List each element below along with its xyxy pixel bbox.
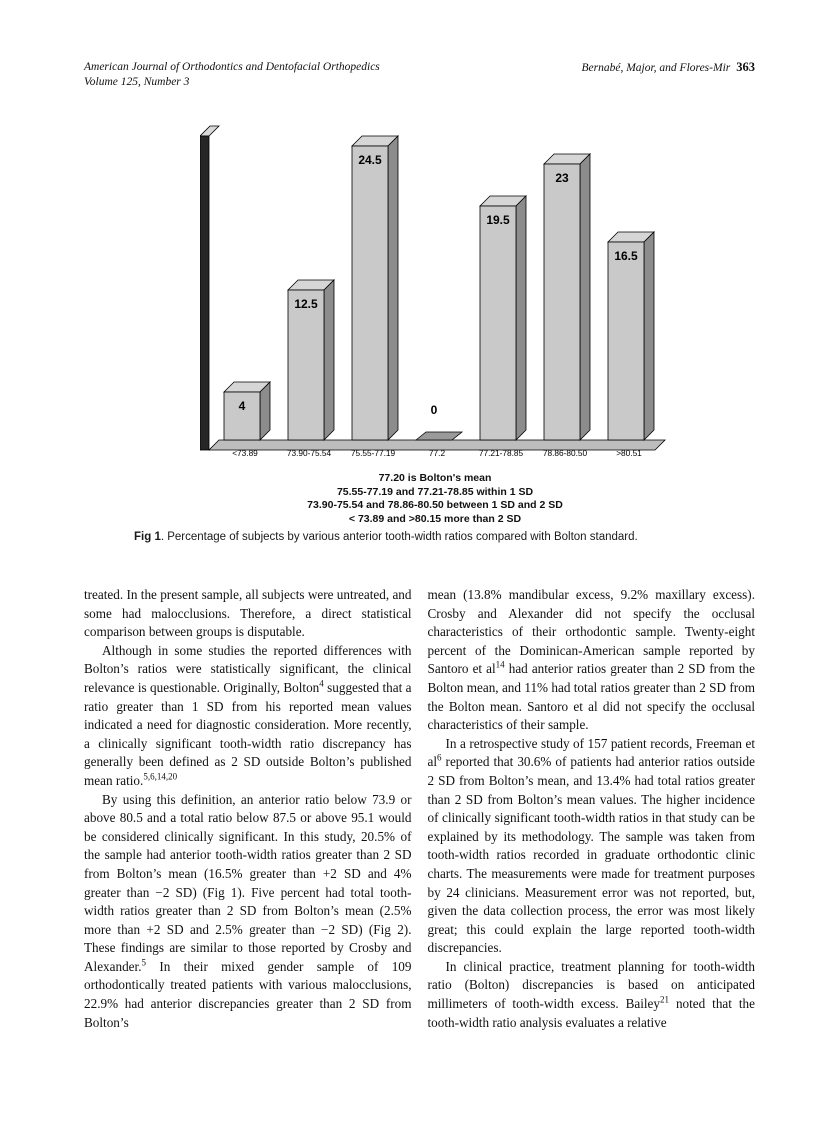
figure-1 [200, 120, 670, 526]
svg-text:23: 23 [555, 171, 569, 185]
paragraph: treated. In the present sample, all subjects were untreated, and some had malocclusions. Therefore, a direct statistical comparison between groups is disputable. [84, 587, 412, 640]
svg-text:75.55-77.19: 75.55-77.19 [350, 448, 396, 458]
journal-title: American Journal of Orthodontics and Dentofacial Orthopedics [84, 61, 380, 73]
running-head [582, 60, 756, 76]
journal-volume: Volume 125, Number 3 [84, 76, 190, 88]
figure-caption-text: . Percentage of subjects by various anterior tooth-width ratios compared with Bolton standard. [160, 531, 638, 543]
paragraph: In a retrospective study of 157 patient records, Freeman et $al^6$ reported that 30.6% of patients had anterior ratios outside 2 SD from Bolton’s mean, and 13.4% had total ratios greater than 2 SD from Bolton’s mean values. The higher incidence of clinically significant tooth-width ratios in that study can be explained by its methodology. The sample was taken from tooth-width ratios recorded in graduate orthodontic clinic charts. The measurements were made for treatment purposes by 24 clinicians. Measurement error was not reported, but, given the data collection process, the error was most likely great; this could explain the large reported tooth-width discrepancies. [427, 735, 755, 956]
svg-text:<73.89: <73.89 [232, 448, 258, 458]
figure-caption-label: Fig 1 [134, 531, 161, 543]
page-number: 363 [736, 60, 755, 74]
svg-text:19.5: 19.5 [486, 213, 510, 227]
body-column-right [428, 586, 756, 1032]
svg-text:77.2: 77.2 [428, 448, 446, 458]
paragraph: Although in some studies the reported differences with Bolton’s ratios were statistically significant, the clinical relevance is questionable. Originally, Bolton$^4$ suggested that a ratio greater than 1 SD from his reported mean values indicated a need for diagnostic consideration. More recently, a clinically significant tooth-width ratio discrepancy has generally been defined as 2 SD outside Bolton’s published mean ratio.$^{5,6,14,20}$ [84, 642, 412, 788]
svg-text:16.5: 16.5 [614, 249, 638, 263]
svg-text:>80.51: >80.51 [616, 448, 642, 458]
svg-text:0: 0 [430, 403, 438, 417]
svg-text:24.5: 24.5 [358, 153, 382, 167]
figure-notes [200, 472, 670, 526]
authors: Bernabé, Major, and Flores-Mir [581, 62, 731, 74]
paragraph: mean (13.8% mandibular excess, 9.2% maxillary excess). Crosby and Alexander did not specify the occlusal characteristics of their orthodontic sample. Twenty-eight percent of the Dominican-American sample reported by Santoro et $al^{14}$ had anterior ratios greater than 2 SD from the Bolton mean, and 11% had total ratios greater than 2 SD from the Bolton mean. Santoro et al did not specify the occlusal characteristics of their sample. [427, 587, 755, 733]
svg-text:77.21-78.85: 77.21-78.85 [478, 448, 524, 458]
paragraph: By using this definition, an anterior ratio below 73.9 or above 80.5 and a total ratio below 87.5 or above 95.1 would be considered clinically significant. In this study, 20.5% of the sample had anterior tooth-width ratios greater than 2 SD from Bolton’s mean (16.5% greater than +2 SD and 4% greater than −2 SD) (Fig 1). Five percent had total tooth-width ratios greater than 2 SD from Bolton’s mean (2.5% more than +2 SD and 2.5% greater than −2 SD) (Fig 2). These findings are similar to those reported by Crosby and Alexander.$^5$ In their mixed gender sample of 109 orthodontically treated patients with various malocclusions, 22.9% had anterior discrepancies greater than 2 SD from Bolton’s [84, 791, 412, 1030]
svg-text:73.90-75.54: 73.90-75.54 [286, 448, 332, 458]
body-column-left [84, 586, 412, 1032]
bar-chart-svg [200, 120, 670, 468]
svg-text:4: 4 [238, 399, 246, 413]
figure-note-line: < 73.89 and >80.15 more than 2 SD [348, 512, 522, 525]
paragraph: In clinical practice, treatment planning for tooth-width ratio (Bolton) discrepancies is based on anticipated millimeters of tooth-width excess. Bailey$^{21}$ noted that the tooth-width ratio analysis evaluates a relative [427, 958, 756, 1030]
figure-note-line: 77.20 is Bolton's mean [378, 472, 492, 484]
body-text [84, 586, 755, 1032]
page-header [84, 60, 755, 90]
journal-info [84, 60, 380, 90]
figure-note-line: 75.55-77.19 and 77.21-78.85 within 1 SD [336, 485, 534, 498]
svg-text:78.86-80.50: 78.86-80.50 [542, 448, 588, 458]
figure-note-line: 73.90-75.54 and 78.86-80.50 between 1 SD and 2 SD [307, 499, 563, 511]
svg-text:12.5: 12.5 [294, 297, 318, 311]
figure-caption [134, 530, 724, 545]
